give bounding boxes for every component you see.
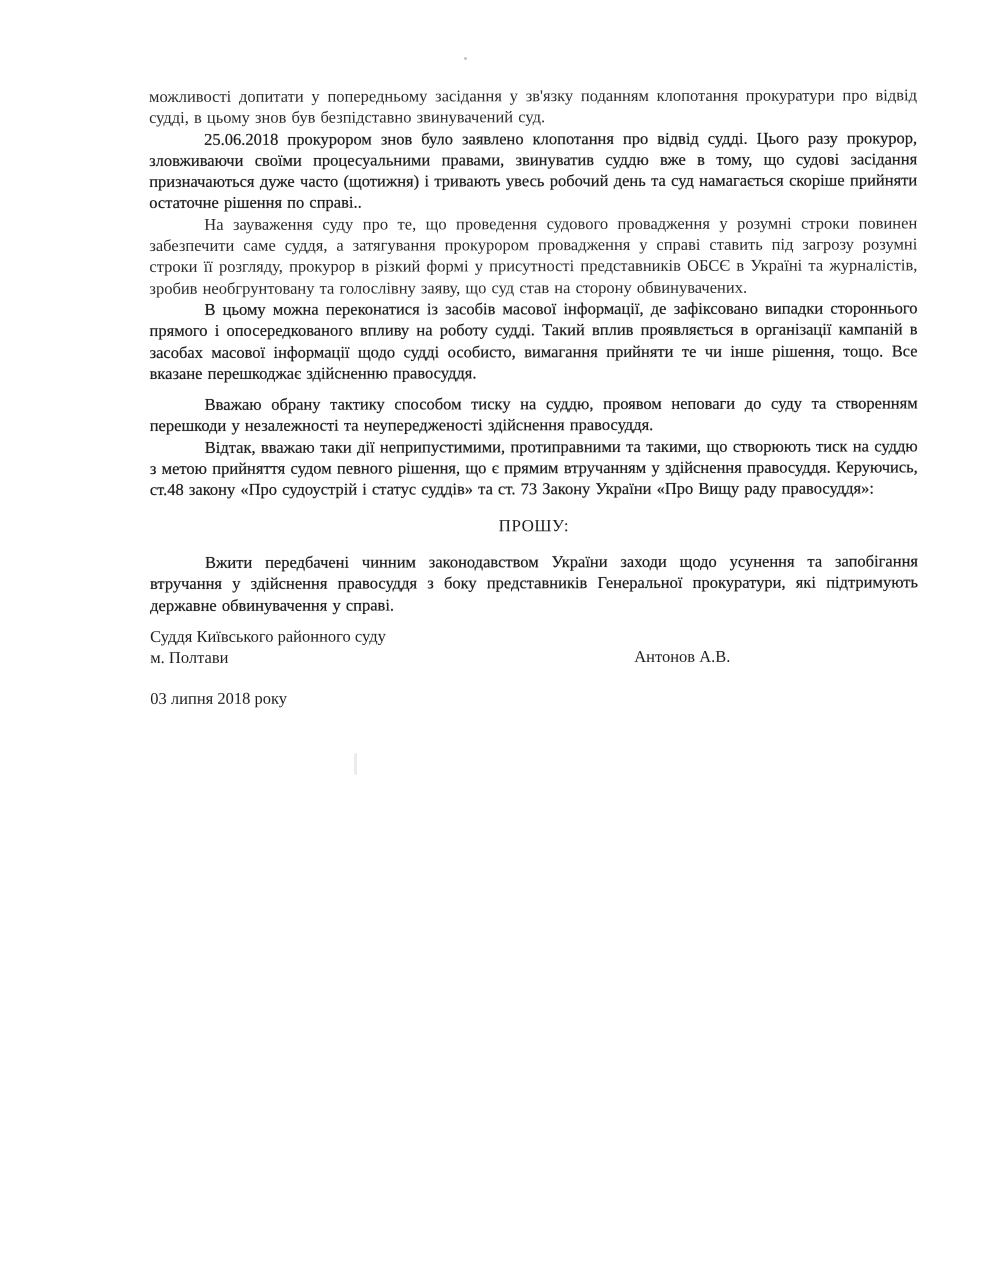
petition-heading: ПРОШУ: [498,515,570,535]
document-text-block [149,84,918,709]
paragraph-motion-2018: 25.06.2018 прокурором знов було заявлено клопотання про відвід судді. Цього разу прокурор, зловживаючи своїми процесуальними правами, звинуватив суддю вже в тому, що судові засідання призначаються дуже часто (щотижня) і тривають увесь робочий день та суд намагається скоріше прийняти остаточне рішення по справі.. [149,127,918,213]
paragraph-court-remark: На зауваження суду про те, що проведення судового провадження у розумні строки повинен забезпечити саме суддя, а затягування прокурором провадження у справі ставить під загрозу розумні строки її розгляду, прокурор в різкий формі у присутності представників ОБСЄ в Україні та журналістів, зробив необгрунтовану та голослівну заяву, що суд став на сторону обвинувачених. [149,213,918,298]
signature-date: 03 липня 2018 року [150,688,288,708]
paragraph-legal-basis: Відтак, вважаю таки дії неприпустимими, протиправними та такими, що створюють тиск на суддю з метою прийняття судом певного рішення, що є прямим втручанням у здійснення правосуддя. Керуючись, ст.48 закону «Про судоустрій і статус суддів» та ст. 73 Закону України «Про Вищу раду правосуддя»: [149,436,918,500]
signature-title: Суддя Київського районного суду [150,626,386,646]
signature-name: Антонов А.В. [634,647,731,667]
paragraph-media-influence: В цьому можна переконатися із засобів масової інформації, де зафіксовано випадки стороннього прямого і опосередкованого впливу на роботу судді. Такий вплив проявляється в організації кампаній в засобах масової інформації щодо судді особисто, вимагання прийняти те чи інше рішення, тощо. Все вказане перешкоджає здійсненню правосуддя. [149,298,918,383]
signature-city: м. Полтави [150,648,229,668]
paragraph-continuation: можливості допитати у попередньому засідання у зв'язку поданням клопотання прокуратури про відвід судді, в цьому знов був безпідставно звинувачений суд. [149,85,918,128]
paragraph-assessment: Вважаю обрану тактику способом тиску на суддю, проявом неповаги до суду та створенням перешкоди у незалежності та неупередженості здійснення правосуддя. [149,393,918,436]
paragraph-request: Вжити передбачені чинним законодавством України заходи щодо усунення та запобігання втручання у здійснення правосуддя з боку представників Генеральної прокуратури, які підтримують державне обвинувачення у справі. [150,551,919,615]
signature-city-row [150,646,918,669]
scan-artifact-smudge [354,753,357,775]
signature-block [150,624,918,709]
scan-artifact-dot [464,57,467,60]
